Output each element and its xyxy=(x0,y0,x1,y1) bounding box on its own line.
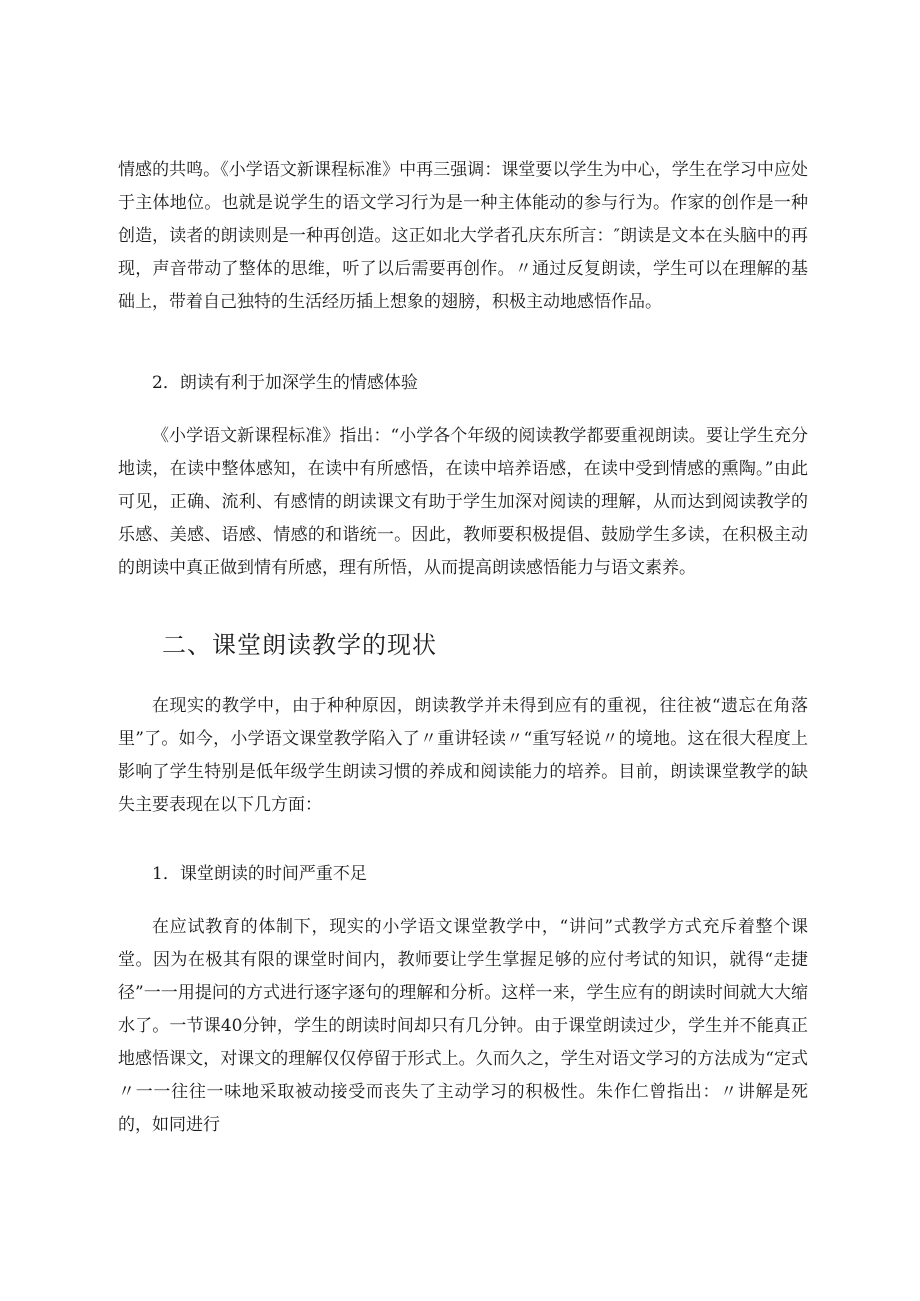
section-title: 二、课堂朗读教学的现状 xyxy=(162,631,437,659)
body-paragraph: 在现实的教学中，由于种种原因，朗读教学并未得到应有的重视，往往被“遗忘在角落里”了。如今，小学语文课堂教学陷入了〃重讲轻读〃“重写轻说〃的境地。这在很大程度上影响了学生特别是低年级学生朗读习惯的养成和阅读能力的培养。目前，朗读课堂教学的缺失主要表现在以下几方面： xyxy=(118,696,808,815)
body-paragraph: 《小学语文新课程标准》指出：“小学各个年级的阅读教学都要重视朗读。要让学生充分地读，在读中整体感知，在读中有所感悟，在读中培养语感，在读中受到情感的熏陶。”由此可见，正确、流利、有感情的朗读课文有助于学生加深对阅读的理解，从而达到阅读教学的乐感、美感、语感、情感的和谐统一。因此，教师要积极提倡、鼓励学生多读，在积极主动的朗读中真正做到情有所感，理有所悟，从而提高朗读感悟能力与语文素养。 xyxy=(118,426,808,578)
subheading: 1．课堂朗读的时间严重不足 xyxy=(152,864,367,884)
body-paragraph: 在应试教育的体制下，现实的小学语文课堂教学中，“讲问”式教学方式充斥着整个课堂。因为在极其有限的课堂时间内，教师要让学生掌握足够的应付考试的知识，就得“走捷径”一一用提问的方式进行逐字逐句的理解和分析。这样一来，学生应有的朗读时间就大大缩水了。一节课40分钟，学生的朗读时间却只有几分钟。由于课堂朗读过少，学生并不能真正地感悟课文，对课文的理解仅仅停留于形式上。久而久之，学生对语文学习的方法成为“定式〃一一往往一味地采取被动接受而丧失了主动学习的积极性。朱作仁曾指出：〃讲解是死的，如同进行 xyxy=(118,917,808,1135)
subheading: 2．朗读有利于加深学生的情感体验 xyxy=(152,373,418,393)
body-paragraph: 情感的共鸣。《小学语文新课程标准》中再三强调：课堂要以学生为中心，学生在学习中应处于主体地位。也就是说学生的语文学习行为是一种主体能动的参与行为。作家的创作是一种创造，读者的朗读则是一种再创造。这正如北大学者孔庆东所言：″朗读是文本在头脑中的再现，声音带动了整体的思维，听了以后需要再创作。〃通过反复朗读，学生可以在理解的基础上，带着自己独特的生活经历插上想象的翅膀，积极主动地感悟作品。 xyxy=(118,160,808,312)
